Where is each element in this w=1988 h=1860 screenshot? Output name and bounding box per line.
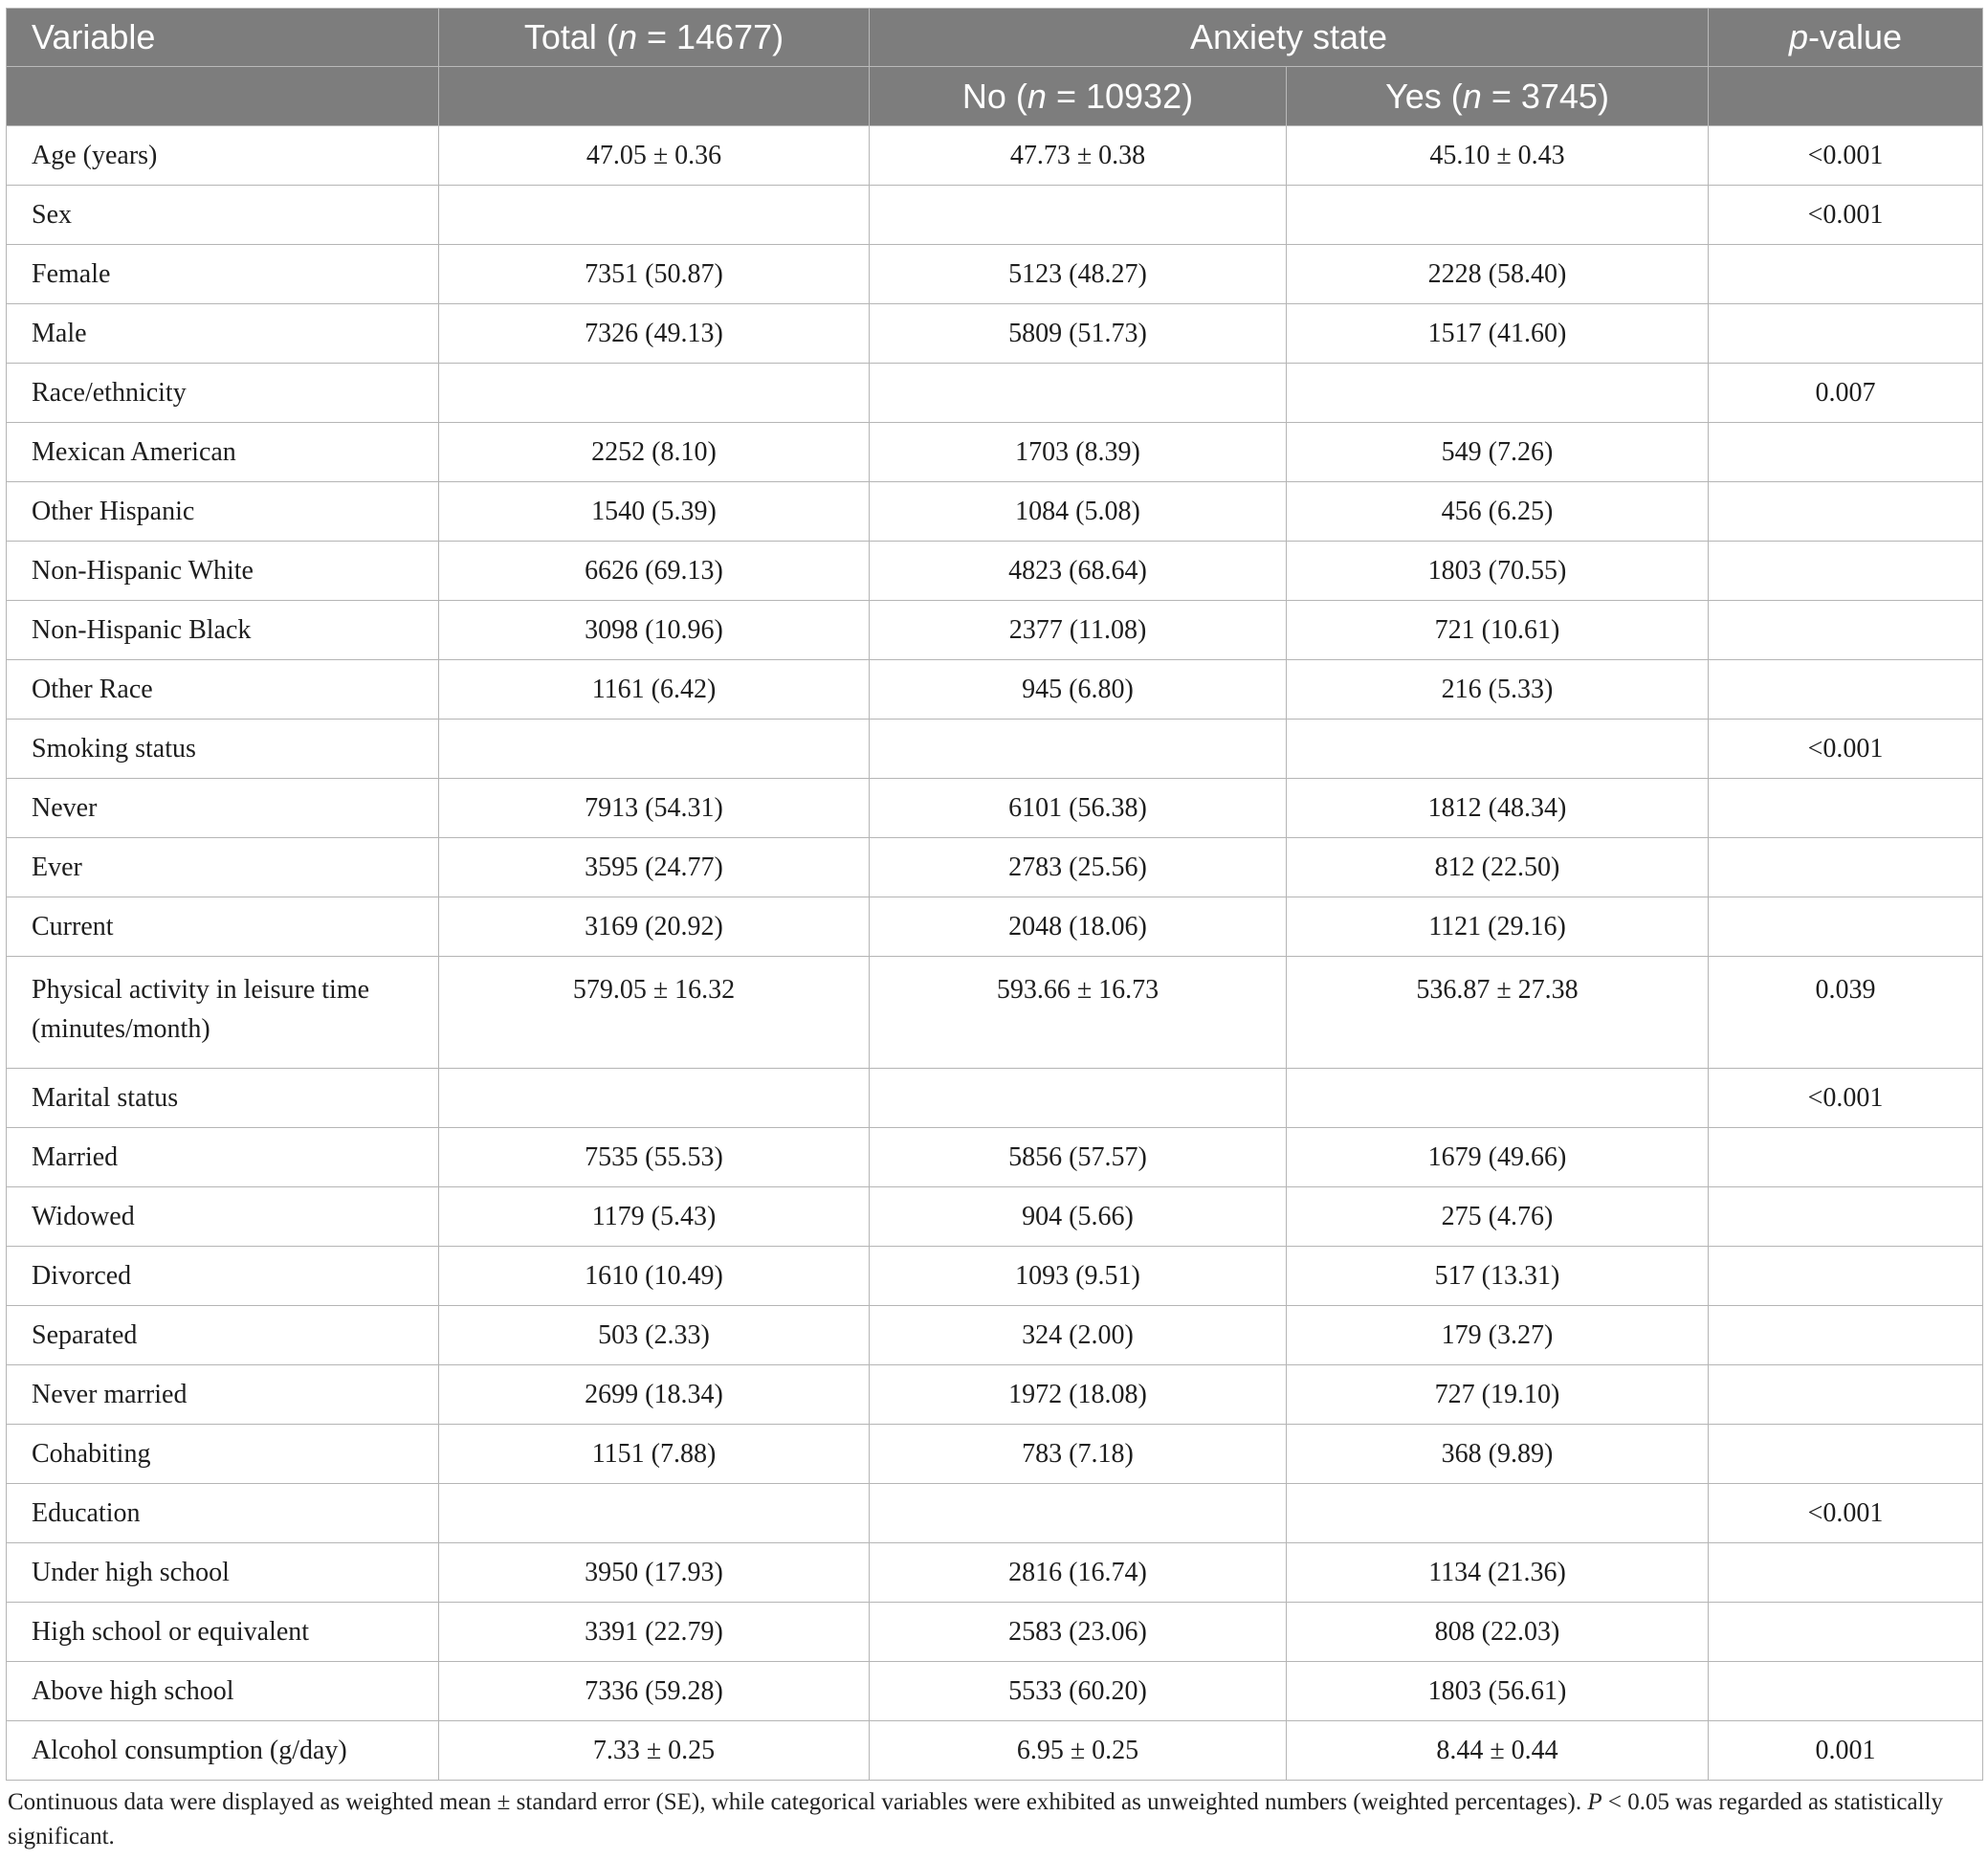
table-row bbox=[7, 957, 1983, 1069]
table-row bbox=[7, 779, 1983, 838]
cell-total: 2252 (8.10) bbox=[439, 423, 870, 482]
cell-yes: 727 (19.10) bbox=[1287, 1365, 1709, 1425]
cell-no: 5809 (51.73) bbox=[870, 304, 1287, 364]
cell-total bbox=[439, 1069, 870, 1128]
table-row bbox=[7, 601, 1983, 660]
row-label: Sex bbox=[7, 186, 439, 245]
cell-no: 324 (2.00) bbox=[870, 1306, 1287, 1365]
cell-total: 7913 (54.31) bbox=[439, 779, 870, 838]
row-label: Cohabiting bbox=[7, 1425, 439, 1484]
cell-p-value bbox=[1709, 1247, 1983, 1306]
header-empty-1 bbox=[7, 67, 439, 126]
cell-yes: 1134 (21.36) bbox=[1287, 1543, 1709, 1603]
cell-total: 3098 (10.96) bbox=[439, 601, 870, 660]
cell-yes bbox=[1287, 186, 1709, 245]
row-label: Under high school bbox=[7, 1543, 439, 1603]
cell-no: 2816 (16.74) bbox=[870, 1543, 1287, 1603]
cell-p-value bbox=[1709, 1128, 1983, 1187]
row-label: Female bbox=[7, 245, 439, 304]
cell-p-value bbox=[1709, 1306, 1983, 1365]
cell-total bbox=[439, 720, 870, 779]
cell-yes: 45.10 ± 0.43 bbox=[1287, 126, 1709, 186]
row-label: Above high school bbox=[7, 1662, 439, 1721]
row-label: Smoking status bbox=[7, 720, 439, 779]
cell-p-value: <0.001 bbox=[1709, 1484, 1983, 1543]
table-row bbox=[7, 1721, 1983, 1781]
cell-yes: 721 (10.61) bbox=[1287, 601, 1709, 660]
header-row-2 bbox=[7, 67, 1983, 126]
cell-total: 47.05 ± 0.36 bbox=[439, 126, 870, 186]
cell-yes: 808 (22.03) bbox=[1287, 1603, 1709, 1662]
cell-p-value: 0.039 bbox=[1709, 957, 1983, 1069]
cell-total: 7351 (50.87) bbox=[439, 245, 870, 304]
row-label: Race/ethnicity bbox=[7, 364, 439, 423]
cell-total: 3950 (17.93) bbox=[439, 1543, 870, 1603]
cell-yes: 549 (7.26) bbox=[1287, 423, 1709, 482]
header-yes: Yes (n = 3745) bbox=[1287, 67, 1709, 126]
row-label: Married bbox=[7, 1128, 439, 1187]
table-row bbox=[7, 1425, 1983, 1484]
table-row bbox=[7, 304, 1983, 364]
table-row bbox=[7, 1484, 1983, 1543]
cell-total: 7326 (49.13) bbox=[439, 304, 870, 364]
cell-p-value bbox=[1709, 1365, 1983, 1425]
table-row bbox=[7, 482, 1983, 542]
table-row bbox=[7, 1187, 1983, 1247]
cell-yes bbox=[1287, 1484, 1709, 1543]
cell-no: 2377 (11.08) bbox=[870, 601, 1287, 660]
table-row bbox=[7, 245, 1983, 304]
cell-no: 4823 (68.64) bbox=[870, 542, 1287, 601]
table-row bbox=[7, 660, 1983, 720]
cell-total: 2699 (18.34) bbox=[439, 1365, 870, 1425]
cell-yes: 1803 (70.55) bbox=[1287, 542, 1709, 601]
row-label: Non-Hispanic White bbox=[7, 542, 439, 601]
cell-total: 7.33 ± 0.25 bbox=[439, 1721, 870, 1781]
cell-p-value bbox=[1709, 1425, 1983, 1484]
header-anxiety-state: Anxiety state bbox=[870, 9, 1709, 67]
table-row bbox=[7, 423, 1983, 482]
table-row bbox=[7, 720, 1983, 779]
cell-no: 1972 (18.08) bbox=[870, 1365, 1287, 1425]
cell-yes: 1812 (48.34) bbox=[1287, 779, 1709, 838]
cell-yes: 1679 (49.66) bbox=[1287, 1128, 1709, 1187]
cell-no: 783 (7.18) bbox=[870, 1425, 1287, 1484]
row-label: Current bbox=[7, 897, 439, 957]
row-label: Non-Hispanic Black bbox=[7, 601, 439, 660]
cell-no: 5123 (48.27) bbox=[870, 245, 1287, 304]
row-label: Alcohol consumption (g/day) bbox=[7, 1721, 439, 1781]
cell-p-value bbox=[1709, 1662, 1983, 1721]
cell-p-value: 0.007 bbox=[1709, 364, 1983, 423]
cell-p-value bbox=[1709, 897, 1983, 957]
row-label: High school or equivalent bbox=[7, 1603, 439, 1662]
cell-total bbox=[439, 186, 870, 245]
cell-yes: 275 (4.76) bbox=[1287, 1187, 1709, 1247]
cell-yes: 456 (6.25) bbox=[1287, 482, 1709, 542]
cell-total: 1179 (5.43) bbox=[439, 1187, 870, 1247]
cell-no: 593.66 ± 16.73 bbox=[870, 957, 1287, 1069]
cell-total: 503 (2.33) bbox=[439, 1306, 870, 1365]
cell-no: 1703 (8.39) bbox=[870, 423, 1287, 482]
cell-total: 7336 (59.28) bbox=[439, 1662, 870, 1721]
cell-yes: 216 (5.33) bbox=[1287, 660, 1709, 720]
table-row bbox=[7, 364, 1983, 423]
cell-total bbox=[439, 1484, 870, 1543]
header-empty-2 bbox=[439, 67, 870, 126]
table-footnote: Continuous data were displayed as weighted mean ± standard error (SE), while categorical variables were exhibited as unweighted numbers (weighted percentages). P < 0.05 was regarded as statistically significant. bbox=[8, 1789, 1943, 1849]
cell-p-value bbox=[1709, 304, 1983, 364]
table-body bbox=[7, 126, 1983, 1781]
cell-p-value bbox=[1709, 779, 1983, 838]
cell-p-value: <0.001 bbox=[1709, 126, 1983, 186]
cell-no: 2583 (23.06) bbox=[870, 1603, 1287, 1662]
row-label: Never married bbox=[7, 1365, 439, 1425]
cell-no: 5533 (60.20) bbox=[870, 1662, 1287, 1721]
cell-total: 6626 (69.13) bbox=[439, 542, 870, 601]
cell-no: 1093 (9.51) bbox=[870, 1247, 1287, 1306]
cell-no: 5856 (57.57) bbox=[870, 1128, 1287, 1187]
table-row bbox=[7, 1306, 1983, 1365]
table-row bbox=[7, 126, 1983, 186]
cell-yes: 8.44 ± 0.44 bbox=[1287, 1721, 1709, 1781]
cell-yes: 2228 (58.40) bbox=[1287, 245, 1709, 304]
cell-yes: 812 (22.50) bbox=[1287, 838, 1709, 897]
cell-yes: 1803 (56.61) bbox=[1287, 1662, 1709, 1721]
cell-p-value: <0.001 bbox=[1709, 186, 1983, 245]
cell-p-value bbox=[1709, 838, 1983, 897]
cell-total: 1540 (5.39) bbox=[439, 482, 870, 542]
cell-no bbox=[870, 186, 1287, 245]
row-label: Divorced bbox=[7, 1247, 439, 1306]
row-label: Male bbox=[7, 304, 439, 364]
row-label: Separated bbox=[7, 1306, 439, 1365]
cell-total: 3391 (22.79) bbox=[439, 1603, 870, 1662]
cell-p-value: 0.001 bbox=[1709, 1721, 1983, 1781]
table-row bbox=[7, 838, 1983, 897]
cell-no: 2783 (25.56) bbox=[870, 838, 1287, 897]
cell-total: 1161 (6.42) bbox=[439, 660, 870, 720]
row-label: Never bbox=[7, 779, 439, 838]
cell-yes: 1121 (29.16) bbox=[1287, 897, 1709, 957]
table-row bbox=[7, 1128, 1983, 1187]
row-label: Other Race bbox=[7, 660, 439, 720]
cell-no: 1084 (5.08) bbox=[870, 482, 1287, 542]
cell-no bbox=[870, 1069, 1287, 1128]
cell-no bbox=[870, 364, 1287, 423]
cell-p-value bbox=[1709, 660, 1983, 720]
header-row-1 bbox=[7, 9, 1983, 67]
table-row bbox=[7, 1365, 1983, 1425]
cell-total: 1610 (10.49) bbox=[439, 1247, 870, 1306]
table-row bbox=[7, 1247, 1983, 1306]
cell-p-value bbox=[1709, 601, 1983, 660]
row-label: Mexican American bbox=[7, 423, 439, 482]
cell-yes: 1517 (41.60) bbox=[1287, 304, 1709, 364]
data-table bbox=[6, 8, 1983, 1781]
cell-yes: 536.87 ± 27.38 bbox=[1287, 957, 1709, 1069]
cell-p-value: <0.001 bbox=[1709, 1069, 1983, 1128]
cell-total: 7535 (55.53) bbox=[439, 1128, 870, 1187]
header-p-value: p-value bbox=[1709, 9, 1983, 67]
cell-no: 47.73 ± 0.38 bbox=[870, 126, 1287, 186]
cell-no: 6101 (56.38) bbox=[870, 779, 1287, 838]
table-row bbox=[7, 1603, 1983, 1662]
header-empty-3 bbox=[1709, 67, 1983, 126]
cell-yes bbox=[1287, 364, 1709, 423]
cell-yes: 517 (13.31) bbox=[1287, 1247, 1709, 1306]
header-variable: Variable bbox=[7, 9, 439, 67]
cell-p-value bbox=[1709, 1187, 1983, 1247]
cell-p-value bbox=[1709, 1603, 1983, 1662]
cell-p-value bbox=[1709, 542, 1983, 601]
cell-total: 579.05 ± 16.32 bbox=[439, 957, 870, 1069]
table-row bbox=[7, 1662, 1983, 1721]
table-row bbox=[7, 1069, 1983, 1128]
table-row bbox=[7, 1543, 1983, 1603]
cell-total bbox=[439, 364, 870, 423]
cell-yes bbox=[1287, 1069, 1709, 1128]
cell-yes bbox=[1287, 720, 1709, 779]
row-label: Ever bbox=[7, 838, 439, 897]
cell-yes: 179 (3.27) bbox=[1287, 1306, 1709, 1365]
cell-total: 1151 (7.88) bbox=[439, 1425, 870, 1484]
row-label: Widowed bbox=[7, 1187, 439, 1247]
row-label: Other Hispanic bbox=[7, 482, 439, 542]
row-label: Physical activity in leisure time (minutes/month) bbox=[7, 957, 439, 1069]
header-total: Total (n = 14677) bbox=[439, 9, 870, 67]
cell-p-value bbox=[1709, 245, 1983, 304]
cell-no: 2048 (18.06) bbox=[870, 897, 1287, 957]
header-no: No (n = 10932) bbox=[870, 67, 1287, 126]
row-label: Marital status bbox=[7, 1069, 439, 1128]
cell-yes: 368 (9.89) bbox=[1287, 1425, 1709, 1484]
cell-p-value bbox=[1709, 482, 1983, 542]
cell-no: 904 (5.66) bbox=[870, 1187, 1287, 1247]
cell-p-value bbox=[1709, 423, 1983, 482]
table-row bbox=[7, 897, 1983, 957]
cell-no bbox=[870, 720, 1287, 779]
table-header bbox=[7, 9, 1983, 126]
table-row bbox=[7, 542, 1983, 601]
row-label: Age (years) bbox=[7, 126, 439, 186]
cell-no: 945 (6.80) bbox=[870, 660, 1287, 720]
cell-total: 3169 (20.92) bbox=[439, 897, 870, 957]
cell-p-value bbox=[1709, 1543, 1983, 1603]
table-container bbox=[6, 8, 1982, 1781]
cell-p-value: <0.001 bbox=[1709, 720, 1983, 779]
row-label: Education bbox=[7, 1484, 439, 1543]
cell-total: 3595 (24.77) bbox=[439, 838, 870, 897]
table-row bbox=[7, 186, 1983, 245]
cell-no bbox=[870, 1484, 1287, 1543]
cell-no: 6.95 ± 0.25 bbox=[870, 1721, 1287, 1781]
